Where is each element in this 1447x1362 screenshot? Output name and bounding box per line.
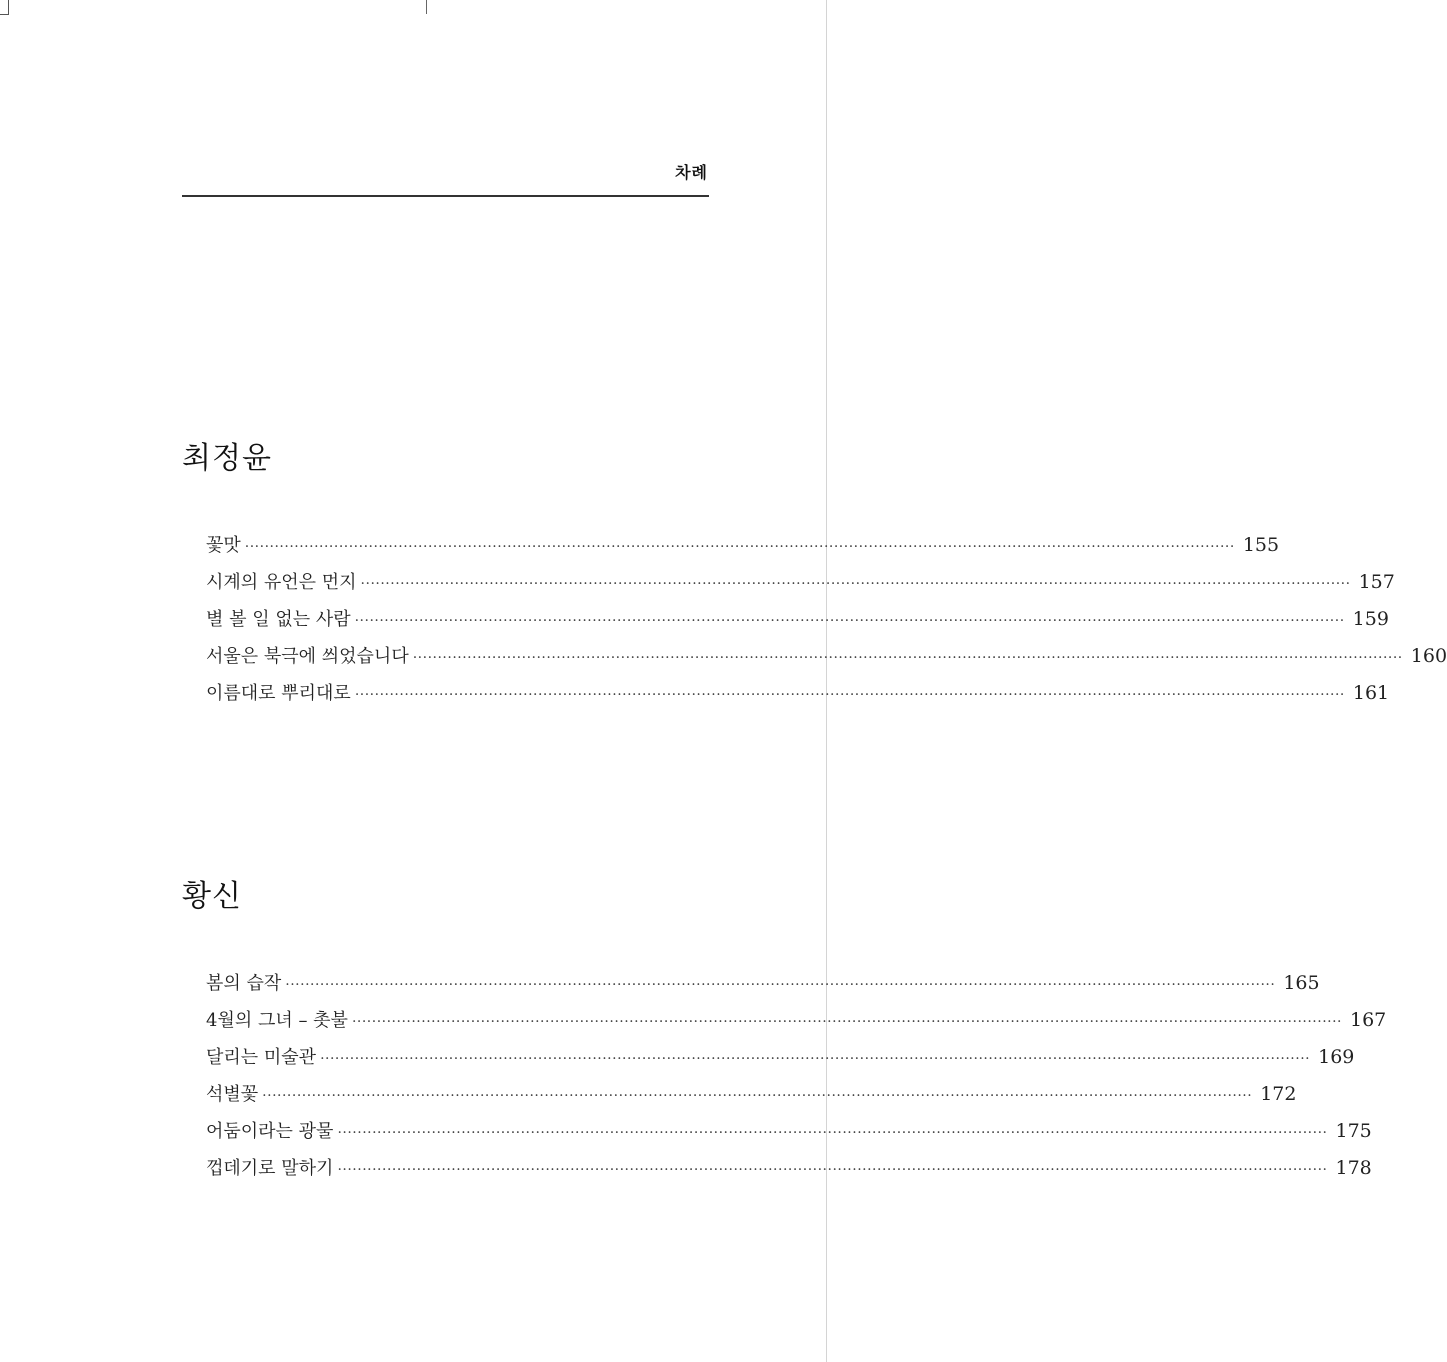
entry-page: 159 bbox=[1352, 608, 1389, 630]
toc-entry[interactable] bbox=[206, 1113, 1372, 1150]
toc-list bbox=[182, 527, 1447, 712]
entry-title: 어둠이라는 광물 bbox=[206, 1121, 334, 1142]
entry-page: 165 bbox=[1283, 972, 1320, 994]
dot-leader: ········································································································································································································ bbox=[285, 977, 1276, 993]
toc-entry[interactable] bbox=[206, 1076, 1297, 1113]
dot-leader: ········································································································································································································ bbox=[337, 1162, 1328, 1178]
entry-page: 161 bbox=[1352, 682, 1390, 704]
dot-leader: ········································································································································································································ bbox=[360, 576, 1351, 592]
dot-leader: ········································································································································································································ bbox=[244, 539, 1235, 555]
section-author: 최정윤 bbox=[182, 441, 272, 476]
dot-leader: ········································································································································································································ bbox=[351, 1014, 1342, 1030]
toc-entry[interactable] bbox=[206, 564, 1395, 601]
toc-entry[interactable] bbox=[206, 1150, 1372, 1187]
dot-leader: ········································································································································································································ bbox=[354, 613, 1345, 629]
running-head: 차례 bbox=[675, 163, 708, 182]
entry-page: 175 bbox=[1335, 1120, 1372, 1142]
toc-entry[interactable] bbox=[206, 675, 1390, 712]
entry-title: 시계의 유언은 먼지 bbox=[206, 572, 357, 593]
toc-entry[interactable] bbox=[206, 527, 1280, 564]
entry-page: 172 bbox=[1260, 1083, 1297, 1105]
dot-leader: ········································································································································································································ bbox=[354, 687, 1345, 703]
entry-page: 160 bbox=[1410, 645, 1447, 667]
entry-page: 167 bbox=[1350, 1009, 1387, 1031]
toc-entry[interactable] bbox=[206, 638, 1447, 675]
dot-leader: ········································································································································································································ bbox=[412, 650, 1403, 666]
entry-title: 껍데기로 말하기 bbox=[206, 1158, 334, 1179]
toc-section-1 bbox=[182, 437, 1447, 712]
crop-mark-top bbox=[426, 0, 427, 14]
entry-title: 봄의 습작 bbox=[206, 973, 282, 994]
header-rule bbox=[182, 195, 709, 197]
entry-title: 이름대로 뿌리대로 bbox=[206, 683, 351, 704]
crop-mark-left bbox=[0, 0, 9, 15]
dot-leader: ········································································································································································································ bbox=[337, 1125, 1328, 1141]
entry-page: 157 bbox=[1358, 571, 1395, 593]
section-author: 황신 bbox=[182, 879, 242, 914]
entry-title: 4월의 그녀 – 촛불 bbox=[206, 1010, 348, 1031]
toc-entry[interactable] bbox=[206, 601, 1389, 638]
entry-title: 서울은 북극에 씌었습니다 bbox=[206, 646, 409, 667]
entry-title: 별 볼 일 없는 사람 bbox=[206, 609, 351, 630]
entry-title: 꽃맛 bbox=[206, 535, 241, 556]
toc-list bbox=[182, 965, 1387, 1187]
entry-page: 178 bbox=[1335, 1157, 1372, 1179]
toc-entry[interactable] bbox=[206, 1002, 1387, 1039]
entry-page: 169 bbox=[1318, 1046, 1355, 1068]
toc-entry[interactable] bbox=[206, 965, 1320, 1002]
toc-section-2 bbox=[182, 875, 1387, 1187]
entry-title: 달리는 미술관 bbox=[206, 1047, 317, 1068]
entry-title: 석별꽃 bbox=[206, 1084, 259, 1105]
toc-entry[interactable] bbox=[206, 1039, 1355, 1076]
dot-leader: ········································································································································································································ bbox=[262, 1088, 1253, 1104]
entry-page: 155 bbox=[1242, 534, 1280, 556]
dot-leader: ········································································································································································································ bbox=[320, 1051, 1311, 1067]
